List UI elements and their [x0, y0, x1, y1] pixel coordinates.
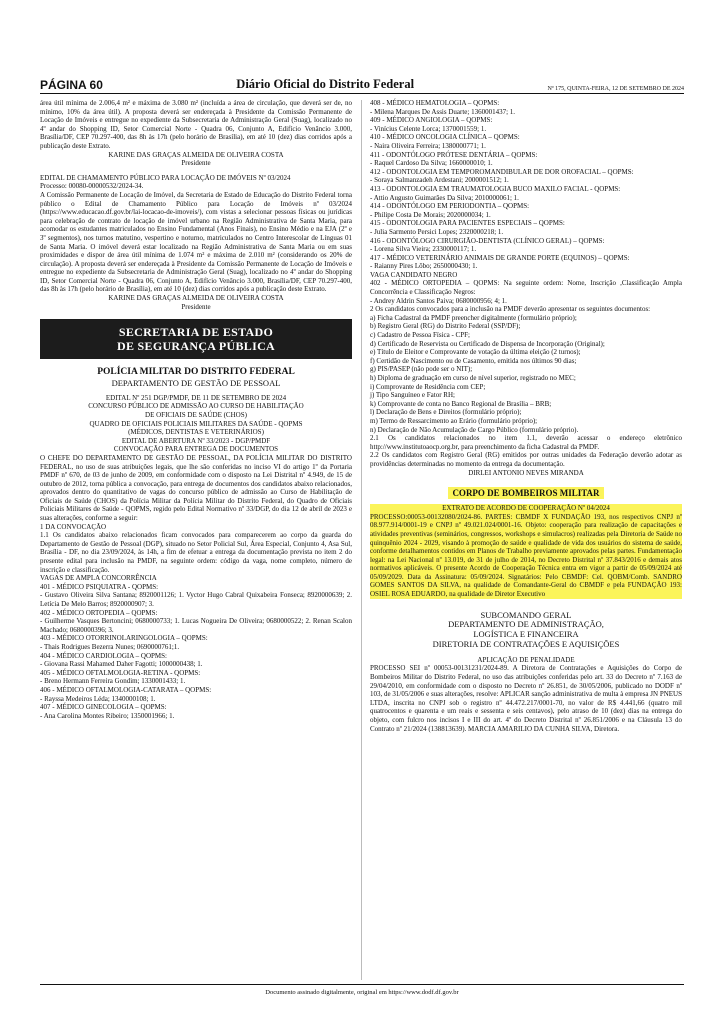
cbm-section-title	[370, 487, 682, 500]
list-item: - Andrey Aldrin Santos Paiva; 0680000956; 4; 1.	[370, 296, 507, 305]
subcommand-heading: LOGÍSTICA E FINANCEIRA	[473, 629, 579, 640]
edital-header-line: EDITAL Nº 251 DGP/PMDF, DE 11 DE SETEMBRO DE 2024	[105, 393, 287, 402]
notice-paragraph: A Comissão Permanente de Locação de Imóvel, da Secretaria de Estado de Educação do Distrito Federal torna público o Edital de Chamamento Público para Locação de Imóveis nº 03/2024 (https://www.educacao.df.gov.br/lai-locacao-de-imoveis/), com vistas a selecionar pessoas físicas ou jurídicas para celebração de contrato de locação de imóvel urbano na Região Administrativa de Santa Maria, para acomodar os estudantes matriculados no Ensino Fundamental (Anos Finais), no Ensino Médio e na EJA (2º e 3º segmentos), nos turnos matutino, vespertino e noturno, matriculados no Centro Interescolar de Línguas 01 de Santa Maria. O imóvel deverá estar localizado na Região Administrativa de Santa Maria ou em suas proximidades e dispor de área útil mínima de 1.074 m² e máxima de 2.010 m² (considerando os 20% de circulação). A proposta deverá ser endereçada à Presidente da Comissão Permanente de Locação de Imóveis e entregue no expediente da Subsecretaria de Administração Geral (Suag), localizado no 4º andar do Shopping ID, Setor Comercial Norte - Quadra 06, Conjunto A, Edifício Venâncio 3.000, Brasília/DF, CEP 70.297-400, das 8h às 17h (pelo horário de Brasília), em até 10 (dez) dias corridos após a publicação deste Extrato.	[40, 190, 352, 294]
signature-name: KARINE DAS GRAÇAS ALMEIDA DE OLIVEIRA COSTA	[108, 294, 284, 303]
list-item: 410 - MÉDICO ONCOLOGIA CLÍNICA – QOPMS:	[370, 133, 520, 142]
list-item: 402 - MÉDICO ORTOPEDIA – QOPMS: Na seguinte ordem: Nome, Inscrição ,Classificação Ampla Concorrência e Classificação Negros:	[370, 279, 682, 297]
list-item: d) Certificado de Reservista ou Certificado de Dispensa de Incorporação (Original);	[370, 339, 605, 348]
list-item: g) PIS/PASEP (não pode ser o NIT);	[370, 365, 473, 374]
list-item: - Rayssa Medeiros Léda; 1340000108; 1.	[40, 694, 156, 703]
banner-line: DE SEGURANÇA PÚBLICA	[116, 339, 276, 354]
signature-role: Presidente	[181, 159, 211, 168]
list-item: 405 - MÉDICO OFTALMOLOGIA-RETINA - QOPMS:	[40, 668, 201, 677]
page-header	[40, 74, 684, 94]
list-item: 406 - MÉDICO OFTALMOLOGIA-CATARATA – QOPMS:	[40, 685, 212, 694]
list-item: 408 - MÉDICO HEMATOLOGIA – QOPMS:	[370, 99, 500, 107]
list-item: - Breno Hermann Ferreira Gondim; 1330001433; 1.	[40, 677, 186, 686]
list-item: VAGAS DE AMPLA CONCORRÊNCIA	[40, 574, 157, 583]
list-item: 402 - MÉDICO ORTOPEDIA – QOPMS:	[40, 608, 158, 617]
list-item: VAGA CANDIDATO NEGRO	[370, 270, 458, 279]
list-item: 401 - MÉDICO PSIQUIATRA - QOPMS:	[40, 582, 159, 591]
edital-header-line: EDITAL DE ABERTURA Nº 33/2023 - DGP/PMDF	[121, 436, 271, 445]
list-item: h) Diploma de graduação em curso de nível superior, registrado no MEC;	[370, 374, 576, 382]
column-divider	[361, 100, 362, 980]
list-item: 412 - ODONTOLOGIA EM TEMPOROMANDIBULAR DE DOR OROFACIAL – QOPMS:	[370, 167, 634, 176]
list-item: c) Cadastro de Pessoa Física - CPF;	[370, 331, 470, 340]
list-item: n) Declaração de Não Acumulação de Cargo Público (formulário próprio).	[370, 425, 579, 434]
org-title: POLÍCIA MILITAR DO DISTRITO FEDERAL	[97, 367, 295, 378]
edital-title: EDITAL DE CHAMAMENTO PÚBLICO PARA LOCAÇÃO DE IMÓVEIS Nº 03/2024	[40, 173, 291, 182]
list-item: - Gustavo Oliveira Silva Santana; 8920001126; 1. Vyctor Hugo Cabral Quixabeira Fonseca; 8920000639; 2. Letícia De Melo Barros; 8920000907; 3.	[40, 591, 352, 608]
list-item: - Attio Augusto Guimarães Da Silva; 2010000061; 1.	[370, 193, 519, 202]
extract-title: EXTRATO DE ACORDO DE COOPERAÇÃO Nº 04/2024	[442, 504, 610, 513]
list-item: - Raquel Cardoso Da Silva; 1660000010; 1.	[370, 159, 493, 168]
list-item: - Philipe Costa De Morais; 2020000034; 1.	[370, 210, 491, 219]
signature-name: DIRLEI ANTONIO NEVES MIRANDA	[468, 468, 584, 477]
list-item: - Milena Marques De Assis Duarte; 1360001437; 1.	[370, 107, 516, 116]
list-item: - Soraya Salmanzadeh Ardestani; 2000001512; 1.	[370, 176, 509, 185]
list-item: 417 - MÉDICO VETERINÁRIO ANIMAIS DE GRANDE PORTE (EQUINOS) – QOPMS:	[370, 253, 630, 262]
list-item: - Thais Rodrigues Bezerra Nunes; 0690000761;1.	[40, 642, 180, 651]
list-item: 409 - MÉDICO ANGIOLOGIA – QOPMS:	[370, 116, 493, 125]
list-item: l) Declaração de Bens e Direitos (formulário próprio);	[370, 408, 522, 417]
list-item: - Vinícius Celente Lorca; 1370001559; 1.	[370, 124, 487, 133]
list-item: 2.1 Os candidatos relacionados no item 1.1, deverão acessar o endereço eletrônico http://www.institutoaocp.org.br, para preenchimento da ficha Cadastral da PMDF.	[370, 434, 682, 451]
left-column	[40, 99, 352, 720]
list-item: - Julia Sarmento Persici Lopes; 2320000218; 1.	[370, 227, 504, 236]
list-item: - Giovana Rassi Mahamed Daher Fagotti; 1000000438; 1.	[40, 660, 203, 669]
subcommand-heading: DEPARTAMENTO DE ADMINISTRAÇÃO,	[448, 619, 604, 630]
signature-name: KARINE DAS GRAÇAS ALMEIDA DE OLIVEIRA COSTA	[108, 150, 284, 159]
list-item: - Raianny Pires Lôbo; 2650000430; 1.	[370, 262, 478, 271]
list-item: 2.2 Os candidatos com Registro Geral (RG) emitidos por outras unidades da Federação deverão adotar as providências determinadas no momento da entrega da documentação.	[370, 451, 682, 468]
penalty-title: APLICAÇÃO DE PENALIDADE	[477, 655, 575, 664]
highlighted-extract	[370, 504, 682, 599]
list-item: a) Ficha Cadastral da PMDF preencher digitalmente (formulário próprio);	[370, 313, 577, 322]
edital-header-line: CONVOCAÇÃO PARA ENTREGA DE DOCUMENTOS	[113, 445, 279, 454]
page-number: PÁGINA 60	[40, 78, 103, 92]
list-item: i) Comprovante de Residência com CEP;	[370, 382, 486, 391]
list-item: 413 - ODONTOLOGIA EM TRAUMATOLOGIA BUCO MAXILO FACIAL - QOPMS:	[370, 184, 621, 193]
edital-header-line: QUADRO DE OFICIAIS POLICIAIS MILITARES DA SAÚDE - QOPMS	[89, 419, 303, 428]
list-item: b) Registro Geral (RG) do Distrito Federal (SSP/DF);	[370, 322, 521, 331]
list-item: 414 - ODONTÓLOGO EM PERIODONTIA – QOPMS:	[370, 202, 530, 211]
right-column	[370, 99, 682, 733]
subcommand-heading: DIRETORIA DE CONTRATAÇÕES E AQUISIÇÕES	[432, 639, 620, 650]
penalty-body: PROCESSO SEI nº 00053-00131231/2024-89. A Diretora de Contratações e Aquisições do Corpo de Bombeiros Militar do Distrito Federal, no uso das atribuições conferidas pelo art. 33 do Decreto nº 7.163 de 29/04/2010, em conformidade com o disposto no Decreto nº 26.851, de 30/05/2006, publicado no DODF nº 103, de 31/05/2006 e suas alterações, resolve: APLICAR sanção administrativa de multa à empresa JN PNEUS LTDA, inscrita no CNPJ sob o registro nº 44.472.217/0001-70, no valor de R$ 4.441,66 (quatro mil quatrocentos e quarenta e um reais e sessenta e seis centavos), pelo atraso de 10 (dez) dias na entrega do objeto, com fulcro nos incisos I e III do art. 4º do Decreto Distrital nº 26.851/2006 e na Cláusula 13 do Contrato nº 21/2024 (138813639). MARCIA AMARILIO DA CUNHA SILVA, Diretora.	[370, 664, 682, 733]
page-footer: Documento assinado digitalmente, original em https://www.dodf.df.gov.br	[40, 984, 684, 996]
signature-role: Presidente	[181, 302, 211, 311]
list-item: 403 - MÉDICO OTORRINOLARINGOLOGIA – QOPMS:	[40, 634, 208, 643]
list-item: - Lorena Silva Vieira; 2330000117; 1.	[370, 245, 477, 254]
process-number: Processo: 00080-00000532/2024-34.	[40, 182, 144, 191]
org-subtitle: DEPARTAMENTO DE GESTÃO DE PESSOAL	[111, 377, 281, 388]
list-item: - Guilherme Vasques Bertoncini; 0680000733; 1. Lucas Nogueira De Oliveira; 0680000522; 2. Renan Scalon Machado; 0680000396; 3.	[40, 617, 352, 634]
notice-paragraph: área útil mínima de 2.006,4 m² e máxima de 3.080 m² (incluída a área de circulação, que deverá ser de, no mínimo, 10% da área útil). A proposta deverá ser endereçada à Presidente da Comissão Permanente de Locação de Imóveis e entregue no expediente da Subsecretaria de Administração Geral (Suag), localizado no 4º andar do Shopping ID, Setor Comercial Norte - Quadra 06, Conjunto A, Edifício Venâncio 3.000, Brasília/DF, CEP 70.297-400, das 8h às 17h (pelo horário de Brasília), em até 10 (dez) dias corridos após a publicação deste Extrato.	[40, 99, 352, 150]
list-item: k) Comprovante de conta no Banco Regional de Brasília – BRB;	[370, 399, 552, 408]
section-heading: 1 DA CONVOCAÇÃO	[40, 522, 107, 531]
section-banner	[40, 319, 352, 359]
banner-line: SECRETARIA DE ESTADO	[118, 325, 274, 340]
edital-header-line: DE OFICIAIS DE SAÚDE (CHOS)	[145, 410, 247, 419]
list-item: 415 - ODONTOLOGIA PARA PACIENTES ESPECIAIS – QOPMS:	[370, 219, 565, 228]
extract-body: PROCESSO:00053-00132080/2024-86. PARTES: CBMDF X FUNDAÇÃO 193, nos respectivos CNPJ nº 08.977.914/0001-19 e CNPJ nº 49.021.024/0001-16. Objeto: cooperação para realização de capacitações e atividades preventivas (seminários, congressos, workshops e simulacros) realizadas pela Diretoria de Saúde no quinquênio 2024 - 2029, visando à promoção de saúde e qualidade de vida dos usuários do sistema de saúde, conforme detalhamentos contidos em Planos de Trabalho previamente aprovados pelas partes. Fundamentação legal: na Lei Nacional nº 13.019, de 31 de julho de 2014, no Decreto Distrital nº 37.843/2016 e demais atos normativos aplicáveis. O presente Acordo de Cooperação Técnica entra em vigor a partir de 05/09/2024 até 05/09/2029. Data da Assinatura: 05/09/2024. Signatários: Pelo CBMDF: Cel. QOBM/Comb. SANDRO GOMES SANTOS DA SILVA, na qualidade de Comandante-Geral do CBMDF e pela FUNDAÇÃO 193: OSIEL ROSA EDUARDO, na qualidade de Diretor Executivo	[370, 512, 682, 599]
list-item: - Ana Carolina Montes Ribeiro; 1350001966; 1.	[40, 711, 175, 720]
journal-title: Diário Oficial do Distrito Federal	[236, 77, 415, 91]
subcommand-heading: SUBCOMANDO GERAL	[480, 609, 572, 620]
notice-paragraph: O CHEFE DO DEPARTAMENTO DE GESTÃO DE PESSOAL, DA POLÍCIA MILITAR DO DISTRITO FEDERAL, no uso de suas atribuições legais, que lhe são conferidas no inciso VI do artigo 1º da Portaria PMDF nº 670, de 03 de junho de 2009, em conformidade com o disposto na Lei Distrital nº 4.949, de 15 de outubro de 2012, torna pública a convocação, para entrega de documentos dos candidatos abaixo relacionados, aprovados dentro do quantitativo de vagas do concurso público de admissão ao Curso de Habilitação de Oficiais de Saúde (CHOS) da Polícia Militar da Polícia Militar do Distrito Federal, do Quadro de Oficiais Policiais Militares de Saúde - QOPMS, regido pelo Edital Normativo nº 33/DGP, do dia 12 de abril de 2023 e suas alterações, conforme a seguir:	[40, 453, 352, 523]
list-item: j) Tipo Sanguíneo e Fator RH;	[370, 391, 455, 400]
list-item: m) Termo de Ressarcimento ao Erário (formulário próprio);	[370, 416, 538, 425]
edition-info: Nº 175, QUINTA-FEIRA, 12 DE SETEMBRO DE 2024	[547, 86, 684, 92]
list-item: e) Título de Eleitor e Comprovante de votação da última eleição (2 turnos);	[370, 348, 581, 357]
list-item: f) Certidão de Nascimento ou de Casamento, emitida nos últimos 90 dias;	[370, 356, 577, 365]
edital-header-line: (MÉDICOS, DENTISTAS E VETERINÁRIOS)	[128, 428, 264, 437]
cbm-title-text: CORPO DE BOMBEIROS MILITAR	[448, 487, 603, 499]
list-item: 404 - MÉDICO CARDIOLOGIA – QOPMS:	[40, 651, 167, 660]
edital-header-line: CONCURSO PÚBLICO DE ADMISSÃO AO CURSO DE HABILITAÇÃO	[88, 402, 304, 411]
notice-paragraph: 1.1 Os candidatos abaixo relacionados ficam convocados para comparecerem ao corpo da guarda do Departamento de Gestão de Pessoal (DGP), situado no Setor Policial Sul, Área Especial, Conjunto 4, Asa Sul, Brasília - DF, no dia 23/09/2024, às 14h, a fim de efetuar a entrega da documentação prevista no item 2 do presente edital para inclusão na PMDF, na seguinte ordem: código da vaga, nome completo, número de inscrição e classificação.	[40, 531, 352, 574]
list-item: 411 - ODONTÓLOGO PRÓTESE DENTÁRIA – QOPMS:	[370, 150, 538, 159]
list-item: - Naira Oliveira Ferreira; 1380000771; 1.	[370, 141, 486, 150]
list-item: 407 - MÉDICO GINECOLOGIA – QOPMS:	[40, 703, 167, 712]
list-item: 416 - ODONTÓLOGO CIRURGIÃO-DENTISTA (CLÍNICO GERAL) – QOPMS:	[370, 236, 605, 245]
list-item: 2 Os candidatos convocados para a inclusão na PMDF deverão apresentar os seguintes documentos:	[370, 305, 651, 314]
